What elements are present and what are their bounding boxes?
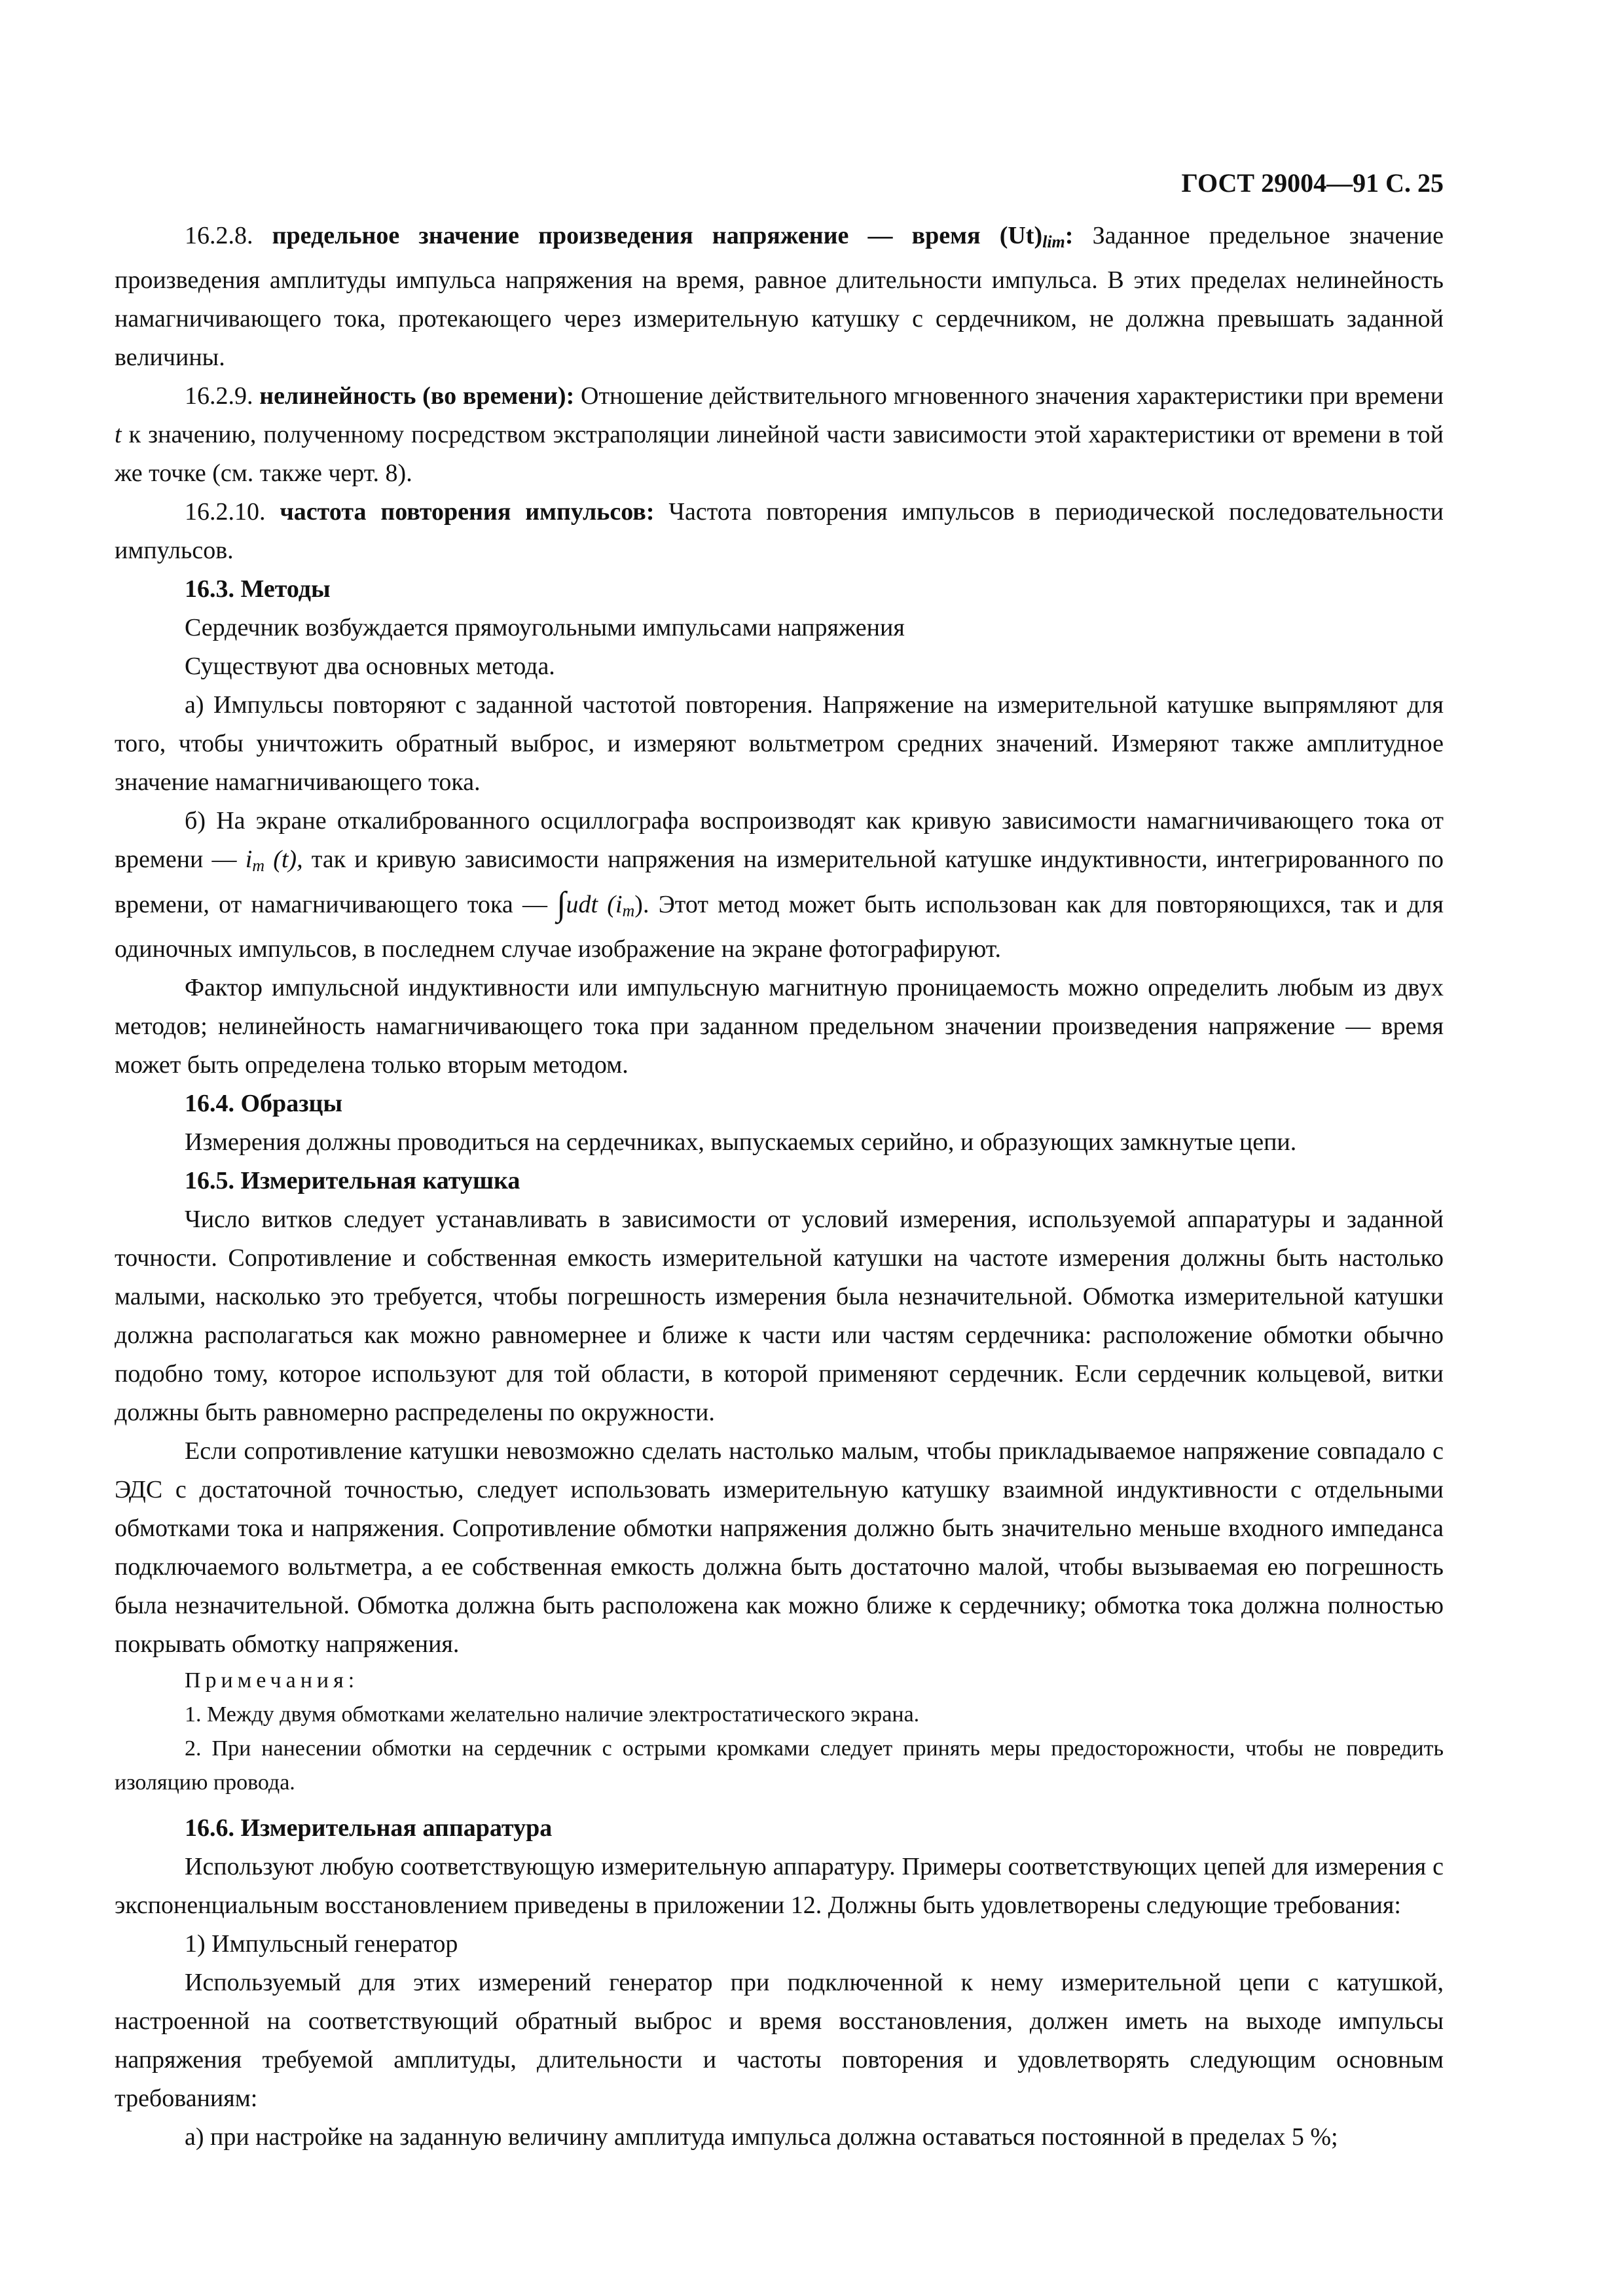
term: частота повторения импульсов: [280,498,655,526]
heading-16-5: 16.5. Измерительная катушка [185,1167,520,1194]
term: предельное значение произведения напряжение — время (Ut) [272,222,1043,249]
formula-t: (t), [264,846,303,873]
paragraph-16-2-10 [115,493,1444,570]
paragraph-16-2-8 [115,217,1444,377]
methods-para-2: Существуют два основных метода. [185,653,555,680]
heading-16-4: 16.4. Образцы [185,1090,343,1117]
formula-close: ). [634,891,649,918]
running-header: ГОСТ 29004—91 С. 25 [1181,168,1444,198]
paragraph-16-2-9 [115,377,1444,493]
heading-16-3: 16.3. Методы [185,575,331,603]
apparatus-para-1: Используют любую соответствующую измерительную аппаратуру. Примеры соответствующих цепей для измерения с экспоненциальным восстановлением приведены в приложении 12. Должны быть удовлетворены следующие требования: [115,1853,1444,1919]
formula-subscript-m: m [252,856,265,875]
note-1: 1. Между двумя обмотками желательно наличие электростатического экрана. [185,1702,920,1727]
term-subscript: lim [1042,232,1065,251]
term: нелинейность (во времени): [259,382,575,410]
coil-para-2: Если сопротивление катушки невозможно сделать настолько малым, чтобы прикладываемое напряжение совпадало с ЭДС с достаточной точностью, следует использовать измерительную катушку взаимной индуктивности с отдельными обмотками тока и напряжения. Сопротивление обмотки напряжения должно быть значительно меньше входного импеданса подключаемого вольтметра, а ее собственная емкость должна быть достаточно малой, чтобы вызываемая ею погрешность была незначительной. Обмотка должна быть расположена как можно ближе к сердечнику; обмотка тока должна полностью покрывать обмотку напряжения. [115,1437,1444,1658]
coil-para-1: Число витков следует устанавливать в зависимости от условий измерения, используемой аппаратуры и заданной точности. Сопротивление и собственная емкость измерительной катушки на частоте измерения должны быть настолько малыми, насколько это требуется, чтобы погрешность измерения была незначительной. Обмотка измерительной катушки должна располагаться как можно равномернее и ближе к части или частям сердечника: расположение обмотки обычно подобно тому, которое используют для той области, в которой применяют сердечник. Если сердечник кольцевой, витки должны быть равномерно распределены по окружности. [115,1206,1444,1426]
formula-i: (i [598,891,623,918]
methods-item-a: а) Импульсы повторяют с заданной частотой повторения. Напряжение на измерительной катушке выпрямляют для того, чтобы уничтожить обратный выброс, и измеряют вольтметром средних значений. Измеряют также амплитудное значение намагничивающего тока. [115,691,1444,796]
apparatus-para-2: 1) Импульсный генератор [185,1930,458,1958]
definition-text-cont: к значению, полученному посредством экстраполяции линейной части зависимости этой характеристики от времени в той же точке (см. также черт. 8). [115,421,1444,487]
formula-i: i [245,846,253,873]
text-run: б) На экране откалиброванного осциллографа воспроизводят как кривую зависимости намагничивающего тока от времени — [115,807,1444,873]
methods-para-3: Фактор импульсной индуктивности или импульсную магнитную проницаемость можно определить любым из двух методов; нелинейность намагничивающего тока при заданном предельном значении произведения напряжение — время может быть определена только вторым методом. [115,974,1444,1079]
apparatus-para-4: а) при настройке на заданную величину амплитуда импульса должна оставаться постоянной в пределах 5 %; [185,2123,1338,2151]
heading-16-6: 16.6. Измерительная аппаратура [185,1814,553,1842]
apparatus-para-3: Используемый для этих измерений генератор при подключенной к нему измерительной цепи с катушкой, настроенной на соответствующий обратный выброс и время восстановления, должен иметь на выходе импульсы напряжения требуемой амплитуды, длительности и частоты повторения и удовлетворять следующим основным требованиям: [115,1969,1444,2112]
clause-number: 16.2.10. [185,498,280,526]
text-run: Этот метод может быть использован как для повторяющихся, так и для одиночных импульсов, в последнем случае изображение на экране фотографируют. [115,891,1444,963]
samples-para-1: Измерения должны проводиться на сердечниках, выпускаемых серийно, и образующих замкнутые цепи. [185,1128,1297,1156]
term-colon: : [1065,222,1074,249]
document-page [115,164,1444,2157]
note-2: 2. При нанесении обмотки на сердечник с острыми кромками следует принять меры предосторожности, чтобы не повредить изоляцию провода. [115,1736,1444,1795]
formula-udt: udt [566,891,598,918]
clause-number: 16.2.8. [185,222,272,249]
clause-number: 16.2.9. [185,382,260,410]
definition-text: Заданное предельное значение произведения амплитуды импульса напряжения на время, равное длительности импульса. В этих пределах нелинейность намагничивающего тока, протекающего через измерительную катушку с сердечником, не должна превышать заданной величины. [115,222,1444,371]
variable-t: t [115,421,122,448]
methods-para-1: Сердечник возбуждается прямоугольными импульсами напряжения [185,614,905,641]
definition-text: Частота повторения импульсов в периодической последовательности импульсов. [115,498,1444,564]
formula-subscript-m: m [622,901,635,920]
notes-title: Примечания: [185,1668,359,1693]
text-run: так и кривую зависимости напряжения на измерительной катушке индуктивности, интегрированного по времени, от намагничивающего тока — [115,846,1444,918]
definition-text: Отношение действительного мгновенного значения характеристики при времени [574,382,1444,410]
integral-sign: ∫ [556,886,566,923]
methods-item-b [115,802,1444,969]
